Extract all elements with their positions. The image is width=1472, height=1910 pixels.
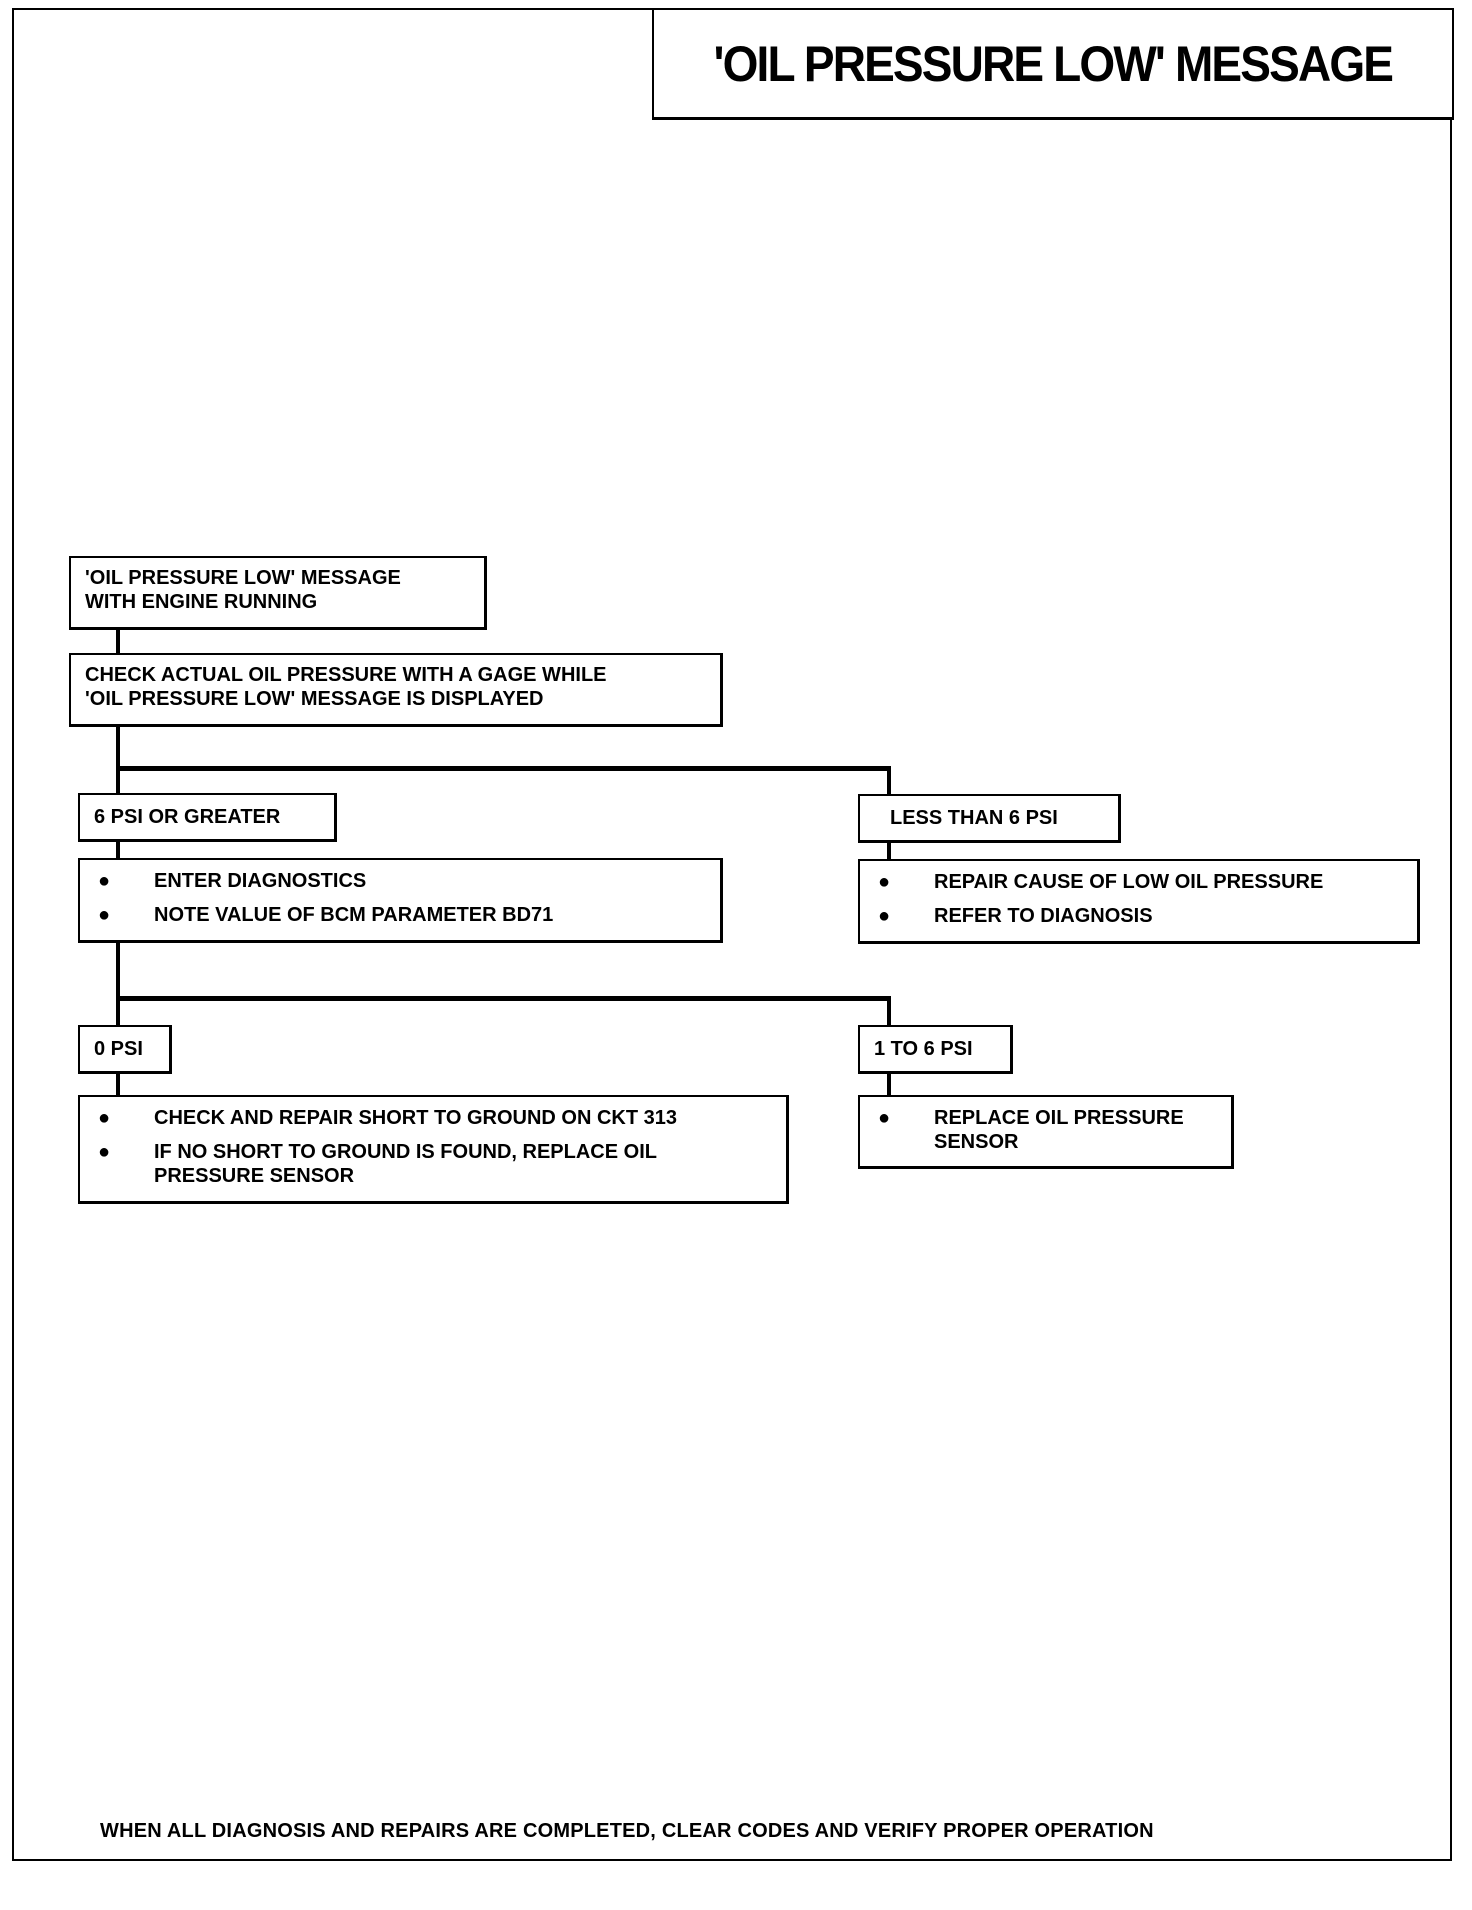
step-item [874, 904, 1403, 928]
bullet-icon: ● [98, 904, 111, 926]
step-text: IF NO SHORT TO GROUND IS FOUND, REPLACE OIL [154, 1141, 657, 1163]
connector [116, 996, 891, 1001]
branch-label: 6 PSI OR GREATER [94, 806, 281, 828]
check-line2: 'OIL PRESSURE LOW' MESSAGE IS DISPLAYED [85, 688, 544, 710]
start-box [69, 556, 487, 630]
connector [887, 840, 891, 861]
less-than-six-psi-box [858, 794, 1121, 843]
repair-low-pressure-box [858, 859, 1420, 944]
bullet-icon: ● [878, 871, 891, 893]
footer-note: WHEN ALL DIAGNOSIS AND REPAIRS ARE COMPLETED, CLEAR CODES AND VERIFY PROPER OPERATION [100, 1820, 1154, 1842]
branch-label: 0 PSI [94, 1038, 143, 1060]
connector [116, 766, 891, 771]
check-line1: CHECK ACTUAL OIL PRESSURE WITH A GAGE WHILE [85, 664, 607, 686]
connector [887, 766, 891, 796]
replace-sensor-box [858, 1095, 1234, 1169]
start-line2: WITH ENGINE RUNNING [85, 591, 318, 613]
step-text: CHECK AND REPAIR SHORT TO GROUND ON CKT 313 [154, 1107, 678, 1129]
connector [116, 1071, 120, 1097]
step-text: REFER TO DIAGNOSIS [934, 905, 1153, 927]
connector [116, 627, 120, 655]
bullet-icon: ● [98, 1107, 111, 1129]
connector [116, 724, 120, 795]
step-item [874, 1106, 1217, 1154]
connector [116, 839, 120, 860]
zero-psi-box [78, 1025, 172, 1074]
page-frame-top [12, 8, 654, 10]
step-text: PRESSURE SENSOR [154, 1165, 355, 1187]
step-text: ENTER DIAGNOSTICS [154, 870, 367, 892]
bullet-icon: ● [98, 870, 111, 892]
bullet-icon: ● [878, 905, 891, 927]
check-pressure-box [69, 653, 723, 727]
step-item [94, 869, 706, 893]
step-item [94, 1106, 772, 1130]
branch-label: 1 TO 6 PSI [874, 1038, 973, 1060]
step-text: REPAIR CAUSE OF LOW OIL PRESSURE [934, 871, 1324, 893]
enter-diagnostics-box [78, 858, 723, 943]
check-short-box [78, 1095, 789, 1204]
start-line1: 'OIL PRESSURE LOW' MESSAGE [85, 567, 401, 589]
six-psi-or-greater-box [78, 793, 337, 842]
step-item [94, 1140, 772, 1188]
title-box [652, 8, 1454, 120]
connector [887, 996, 891, 1027]
step-item [874, 870, 1403, 894]
branch-label: LESS THAN 6 PSI [890, 807, 1058, 829]
connector [116, 940, 120, 1027]
connector [887, 1071, 891, 1097]
step-item [94, 903, 706, 927]
bullet-icon: ● [98, 1141, 111, 1163]
page-title: 'OIL PRESSURE LOW' MESSAGE [713, 35, 1393, 92]
step-text: REPLACE OIL PRESSURE [934, 1107, 1184, 1129]
one-to-six-psi-box [858, 1025, 1013, 1074]
step-text: SENSOR [934, 1131, 1019, 1153]
step-text: NOTE VALUE OF BCM PARAMETER BD71 [154, 904, 554, 926]
bullet-icon: ● [878, 1107, 891, 1129]
